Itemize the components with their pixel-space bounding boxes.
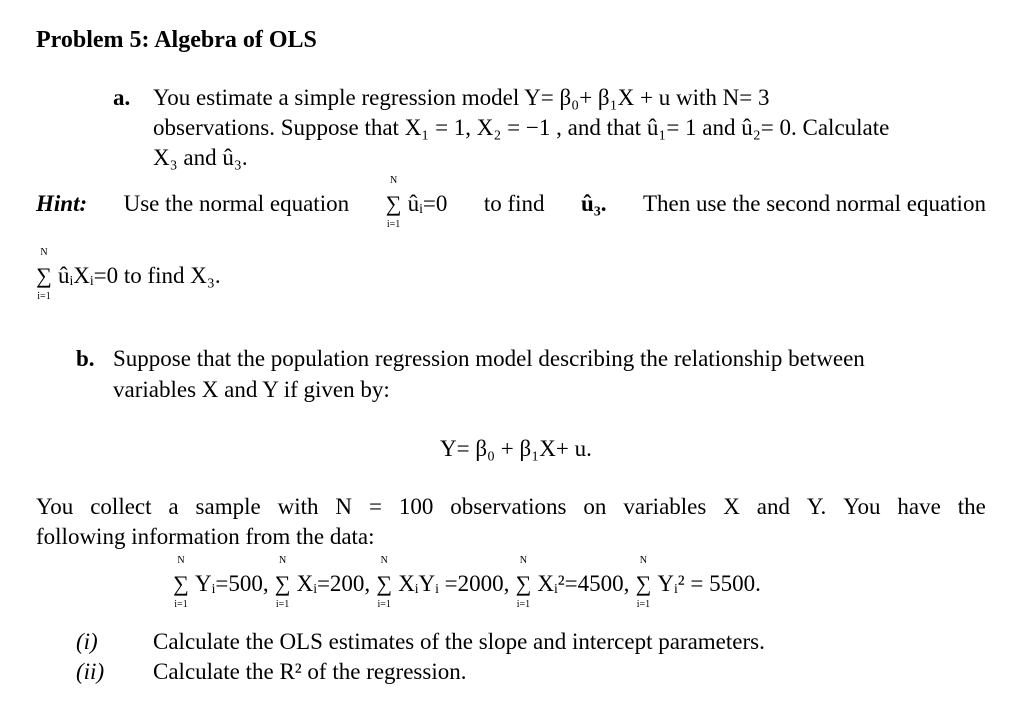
sigma-symbol: ∑ [385, 191, 402, 216]
sum-expression: Yᵢ=500, [195, 571, 269, 596]
hint-sum-term-2: ûᵢXᵢ=0 [58, 263, 119, 288]
summation-symbol [274, 555, 291, 610]
sum-upper-limit: N [40, 247, 48, 258]
hint-target-1: û₃. [581, 191, 607, 216]
sigma-symbol: ∑ [173, 571, 189, 596]
hint-text-2: to find [483, 191, 545, 216]
problem-title: Problem 5: Algebra of OLS [36, 27, 317, 53]
paragraph-word: You [36, 494, 74, 519]
sum-upper-limit: N [177, 555, 185, 566]
sum-expression: Xᵢ²=4500, [537, 571, 630, 596]
paragraph-word: X [723, 494, 740, 519]
data-sum-term [635, 555, 761, 610]
summation-symbol [385, 175, 402, 230]
paragraph-word: = [368, 494, 382, 519]
sum-lower-limit: i=1 [516, 599, 531, 610]
sigma-symbol: ∑ [515, 571, 532, 596]
question-ii-label: (ii) [76, 659, 105, 684]
sum-upper-limit: N [380, 555, 388, 566]
hint-sum-1 [385, 175, 448, 230]
sum-lower-limit: i=1 [174, 599, 188, 610]
question-i-label: (i) [76, 629, 98, 654]
paragraph-word: on [583, 494, 607, 519]
sum-lower-limit: i=1 [636, 599, 651, 610]
sum-expression: Yᵢ² = 5500. [657, 571, 761, 596]
sum-upper-limit: N [389, 175, 398, 186]
sum-lower-limit: i=1 [275, 599, 290, 610]
data-sum-term [515, 555, 630, 610]
hint-line-2 [36, 247, 221, 302]
part-a-line-3: X₃ and û₃. [153, 145, 248, 170]
summation-symbol [376, 555, 393, 610]
paragraph-word: and [756, 494, 790, 519]
summation-symbol [635, 555, 652, 610]
paragraph-word: 100 [398, 494, 434, 519]
part-b-label: b. [76, 346, 95, 371]
data-sum-term [173, 555, 269, 610]
sigma-symbol: ∑ [635, 571, 652, 596]
part-a-line-1: You estimate a simple regression model Y= β₀+ β₁X + u with N= 3 [153, 85, 770, 110]
paragraph-line-1 [36, 493, 986, 521]
hint-text-1: Use the normal equation [123, 191, 350, 216]
population-equation: Y= β₀ + β₁X+ u. [440, 436, 592, 461]
sum-upper-limit: N [639, 555, 648, 566]
sigma-symbol: ∑ [36, 263, 52, 288]
question-i-text: Calculate the OLS estimates of the slope and intercept parameters. [153, 629, 765, 654]
part-a-line-2: observations. Suppose that X₁ = 1, X₂ = −1 , and that û₁= 1 and û₂= 0. Calculate [153, 115, 890, 140]
paragraph-word: the [957, 494, 986, 519]
sum-lower-limit: i=1 [377, 599, 391, 610]
paragraph-word: with [277, 494, 319, 519]
sigma-symbol: ∑ [376, 571, 393, 596]
paragraph-word: sample [195, 494, 261, 519]
summation-symbol [36, 247, 52, 302]
part-b-line-2: variables X and Y if given by: [113, 377, 390, 402]
paragraph-word: a [168, 494, 179, 519]
question-ii-text: Calculate the R² of the regression. [153, 659, 467, 684]
paragraph-word: collect [90, 494, 152, 519]
part-b-line-1: Suppose that the population regression model describing the relationship between [113, 346, 865, 371]
hint-label: Hint: [36, 191, 88, 216]
paragraph-word: N [335, 494, 353, 519]
hint-text-3: Then use the second normal equation [642, 191, 986, 216]
paragraph-line-2: following information from the data: [36, 524, 375, 549]
paragraph-word: have [897, 494, 941, 519]
sum-expression: XᵢYᵢ =2000, [398, 571, 510, 596]
hint-sum-term-1: ûᵢ=0 [407, 191, 448, 216]
paragraph-word: variables [623, 494, 707, 519]
data-sum-term [376, 555, 510, 610]
paragraph-word: Y. [806, 494, 827, 519]
sigma-symbol: ∑ [274, 571, 291, 596]
data-sum-term [274, 555, 371, 610]
paragraph-word: You [843, 494, 881, 519]
summation-symbol [515, 555, 532, 610]
paragraph-word: observations [450, 494, 567, 519]
data-sums-line [173, 555, 767, 610]
hint-line-1 [36, 175, 986, 230]
summation-symbol [173, 555, 189, 610]
sum-upper-limit: N [278, 555, 287, 566]
hint-text-4: to find X₃. [123, 263, 221, 288]
sum-lower-limit: i=1 [386, 219, 401, 230]
sum-expression: Xᵢ=200, [296, 571, 371, 596]
sum-lower-limit: i=1 [37, 291, 51, 302]
sum-upper-limit: N [519, 555, 528, 566]
part-a-label: a. [113, 85, 131, 110]
